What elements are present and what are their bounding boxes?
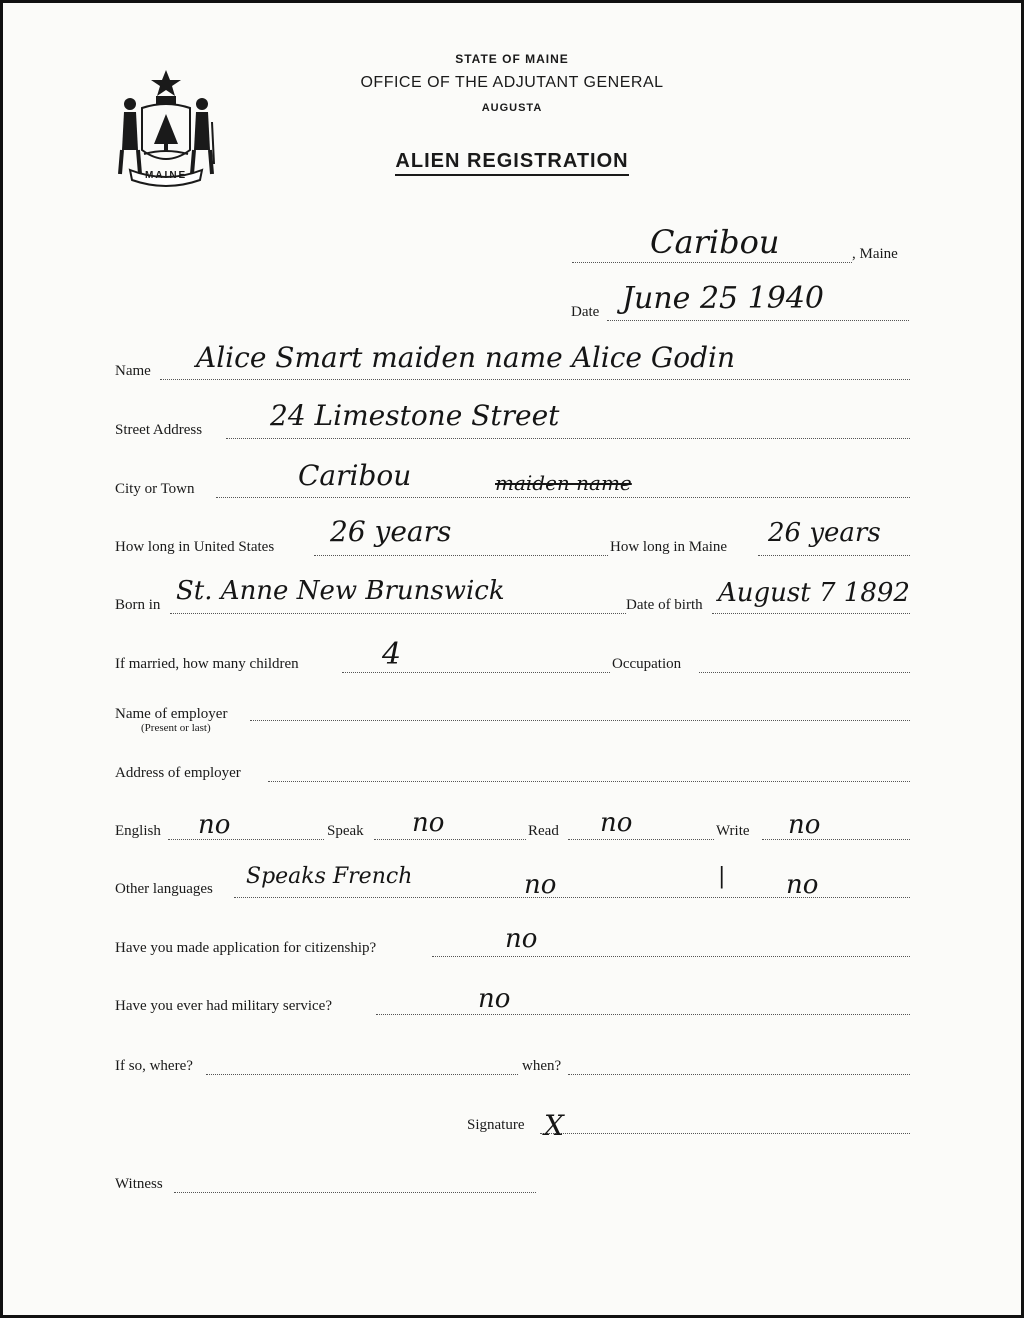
- military-value[interactable]: no: [478, 984, 511, 1014]
- write-value[interactable]: no: [788, 810, 821, 840]
- other-write-value[interactable]: no: [786, 870, 819, 900]
- street-value[interactable]: 24 Limestone Street: [270, 399, 560, 432]
- occupation-label: Occupation: [612, 656, 682, 672]
- other-mark: |: [718, 864, 726, 889]
- when-label: when?: [522, 1058, 562, 1074]
- signature-value[interactable]: X: [544, 1109, 564, 1142]
- header-office: OFFICE OF THE ADJUTANT GENERAL: [360, 74, 664, 91]
- maine-value[interactable]: 26 years: [768, 518, 881, 548]
- us-label: How long in United States: [115, 539, 275, 555]
- name-label: Name: [115, 363, 151, 379]
- employer-label: Name of employer: [115, 706, 228, 722]
- seal-motto: MAINE: [145, 170, 188, 181]
- speak-value[interactable]: no: [412, 808, 445, 838]
- witness-label: Witness: [115, 1176, 163, 1192]
- children-label: If married, how many children: [115, 656, 299, 672]
- born-value[interactable]: St. Anne New Brunswick: [176, 576, 505, 606]
- born-label: Born in: [115, 597, 161, 613]
- other-languages-label: Other languages: [115, 881, 213, 897]
- form-title: ALIEN REGISTRATION: [0, 150, 1024, 176]
- english-value[interactable]: no: [198, 810, 231, 840]
- signature-label: Signature: [467, 1117, 525, 1133]
- dob-label: Date of birth: [626, 597, 703, 613]
- us-value[interactable]: 26 years: [330, 515, 452, 548]
- citizenship-value[interactable]: no: [505, 924, 538, 954]
- maine-label: How long in Maine: [610, 539, 728, 555]
- other-languages-value[interactable]: Speaks French: [246, 864, 413, 889]
- english-label: English: [115, 823, 161, 839]
- citizenship-label: Have you made application for citizenship?: [115, 940, 377, 956]
- children-value[interactable]: 4: [382, 637, 402, 672]
- street-label: Street Address: [115, 422, 203, 438]
- employer-sublabel: (Present or last): [141, 722, 211, 734]
- read-label: Read: [528, 823, 559, 839]
- town-value[interactable]: Caribou: [650, 223, 780, 261]
- city-value[interactable]: Caribou: [298, 459, 412, 492]
- military-label: Have you ever had military service?: [115, 998, 332, 1014]
- city-struck-text: maiden name: [495, 471, 632, 495]
- write-label: Write: [716, 823, 750, 839]
- header-state: STATE OF MAINE: [455, 52, 569, 66]
- employer-address-label: Address of employer: [115, 765, 241, 781]
- date-label: Date: [571, 304, 600, 320]
- city-label: City or Town: [115, 481, 195, 497]
- town-suffix: , Maine: [852, 246, 898, 262]
- where-label: If so, where?: [115, 1058, 193, 1074]
- name-value[interactable]: Alice Smart maiden name Alice Godin: [196, 341, 736, 374]
- dob-value[interactable]: August 7 1892: [718, 578, 910, 608]
- speak-label: Speak: [327, 823, 364, 839]
- header-city: AUGUSTA: [481, 102, 543, 114]
- date-value[interactable]: June 25 1940: [622, 281, 825, 316]
- read-value[interactable]: no: [600, 808, 633, 838]
- other-read-value[interactable]: no: [524, 870, 557, 900]
